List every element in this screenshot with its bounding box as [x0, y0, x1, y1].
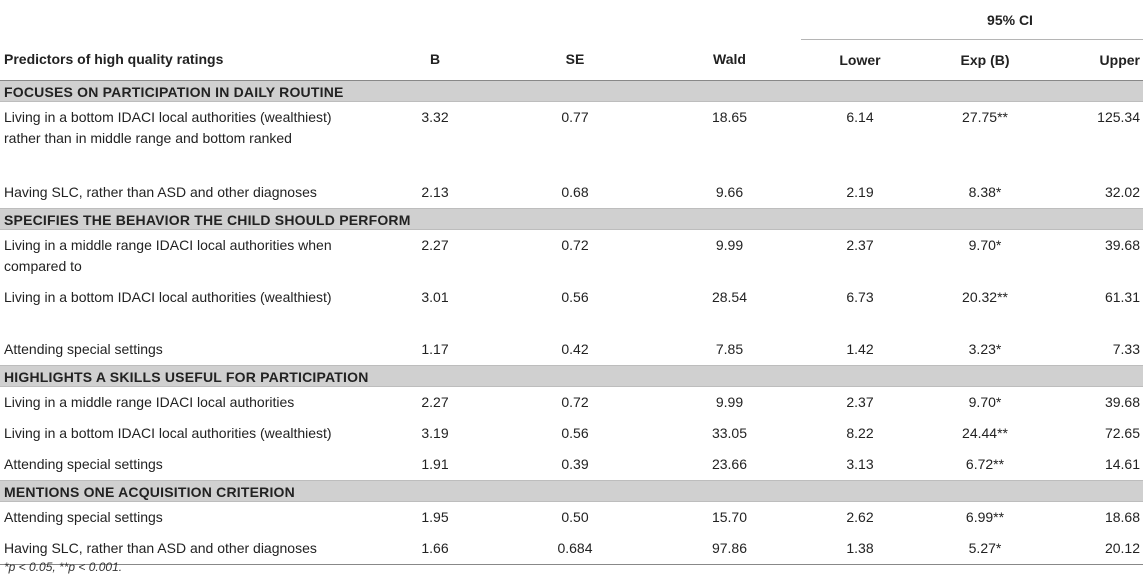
b-cell: 1.95: [421, 508, 449, 525]
predictor-cell: Attending special settings: [4, 340, 163, 357]
table-row: [0, 533, 1143, 565]
se-cell: 0.72: [561, 236, 589, 253]
predictor-cell: Living in a middle range IDACI local authorities when compared to: [4, 236, 332, 274]
section-header: [0, 80, 1143, 101]
col-header-expb: Exp (B): [919, 39, 1051, 80]
upper-cell: 32.02: [1104, 183, 1140, 200]
se-cell: 0.68: [561, 183, 589, 200]
wald-cell: 28.54: [711, 288, 748, 305]
wald-cell: 97.86: [658, 533, 801, 565]
upper-cell: 39.68: [1104, 393, 1140, 410]
se-cell: 0.56: [561, 424, 589, 441]
wald-cell: 9.99: [715, 393, 744, 410]
b-cell: 1.66: [378, 533, 492, 565]
upper-cell: 125.34: [1097, 108, 1140, 125]
predictor-cell: Having SLC, rather than ASD and other diagnoses: [0, 533, 378, 565]
se-cell: 0.684: [492, 533, 658, 565]
col-header-se: SE: [492, 39, 658, 80]
table-row: [0, 229, 1143, 282]
expb-cell: 5.27*: [919, 533, 1051, 565]
lower-cell: 1.42: [846, 340, 874, 357]
col-header-b: B: [378, 39, 492, 80]
predictor-cell: Attending special settings: [4, 455, 163, 472]
lower-cell: 2.37: [846, 393, 874, 410]
predictor-cell: Living in a bottom IDACI local authorities (wealthiest): [4, 424, 332, 441]
se-cell: 0.72: [561, 393, 589, 410]
expb-cell: 20.32**: [962, 288, 1008, 305]
lower-cell: 2.19: [846, 183, 874, 200]
b-cell: 2.27: [421, 393, 449, 410]
upper-cell: 7.33: [1112, 340, 1140, 357]
lower-cell: 6.14: [846, 108, 874, 125]
b-cell: 2.13: [421, 183, 449, 200]
lower-cell: 3.13: [846, 455, 874, 472]
expb-cell: 3.23*: [968, 340, 1002, 357]
se-cell: 0.39: [561, 455, 589, 472]
expb-cell: 6.99**: [965, 508, 1005, 525]
col-header-wald: Wald: [658, 39, 801, 80]
col-header-upper: Upper: [1051, 39, 1143, 80]
predictor-cell: Attending special settings: [4, 508, 163, 525]
predictor-cell: Living in a middle range IDACI local authorities: [4, 393, 295, 410]
upper-cell: 14.61: [1104, 455, 1140, 472]
b-cell: 1.17: [421, 340, 449, 357]
lower-cell: 6.73: [846, 288, 874, 305]
lower-cell: 8.22: [846, 424, 874, 441]
b-cell: 3.19: [421, 424, 449, 441]
se-cell: 0.42: [561, 340, 589, 357]
section-title: MENTIONS ONE ACQUISITION CRITERION: [0, 480, 1143, 501]
expb-cell: 8.38*: [968, 183, 1002, 200]
col-header-predictor: Predictors of high quality ratings: [0, 39, 378, 80]
section-header: [0, 365, 1143, 386]
table-row: [0, 101, 1143, 177]
wald-cell: 33.05: [711, 424, 748, 441]
header-row-ci: [0, 0, 1143, 39]
table-row: [0, 334, 1143, 366]
table-row: [0, 282, 1143, 334]
expb-cell: 9.70*: [968, 236, 1002, 253]
wald-cell: 23.66: [711, 455, 748, 472]
table-row: [0, 177, 1143, 209]
wald-cell: 7.85: [715, 340, 744, 357]
predictor-cell: Living in a bottom IDACI local authorities (wealthiest) rather than in middle range and bottom ranked: [4, 108, 332, 146]
header-row: [0, 39, 1143, 80]
table-row: [0, 386, 1143, 418]
expb-cell: 27.75**: [962, 108, 1008, 125]
table-row: [0, 449, 1143, 481]
upper-cell: 20.12: [1051, 533, 1143, 565]
section-title: SPECIFIES THE BEHAVIOR THE CHILD SHOULD PERFORM: [0, 208, 1143, 229]
col-header-lower: Lower: [801, 39, 919, 80]
ci-header: 95% CI: [801, 0, 1143, 39]
section-title: FOCUSES ON PARTICIPATION IN DAILY ROUTINE: [0, 80, 1143, 101]
b-cell: 1.91: [421, 455, 449, 472]
wald-cell: 9.99: [715, 236, 744, 253]
lower-cell: 1.38: [801, 533, 919, 565]
upper-cell: 72.65: [1104, 424, 1140, 441]
lower-cell: 2.37: [846, 236, 874, 253]
expb-cell: 6.72**: [965, 455, 1005, 472]
upper-cell: 18.68: [1104, 508, 1140, 525]
table-row: [0, 418, 1143, 449]
table-row: [0, 501, 1143, 533]
lower-cell: 2.62: [846, 508, 874, 525]
expb-cell: 24.44**: [962, 424, 1008, 441]
predictor-cell: Having SLC, rather than ASD and other diagnoses: [4, 183, 317, 200]
se-cell: 0.50: [561, 508, 589, 525]
wald-cell: 15.70: [711, 508, 748, 525]
b-cell: 3.01: [421, 288, 449, 305]
wald-cell: 9.66: [715, 183, 744, 200]
upper-cell: 39.68: [1104, 236, 1140, 253]
b-cell: 2.27: [421, 236, 449, 253]
b-cell: 3.32: [421, 108, 449, 125]
section-title: HIGHLIGHTS A SKILLS USEFUL FOR PARTICIPATION: [0, 365, 1143, 386]
expb-cell: 9.70*: [968, 393, 1002, 410]
se-cell: 0.77: [561, 108, 589, 125]
footnote: *p < 0.05, **p < 0.001.: [4, 560, 123, 574]
section-header: [0, 480, 1143, 501]
upper-cell: 61.31: [1104, 288, 1140, 305]
predictor-cell: Living in a bottom IDACI local authorities (wealthiest): [4, 288, 332, 305]
wald-cell: 18.65: [711, 108, 748, 125]
se-cell: 0.56: [561, 288, 589, 305]
section-header: [0, 208, 1143, 229]
